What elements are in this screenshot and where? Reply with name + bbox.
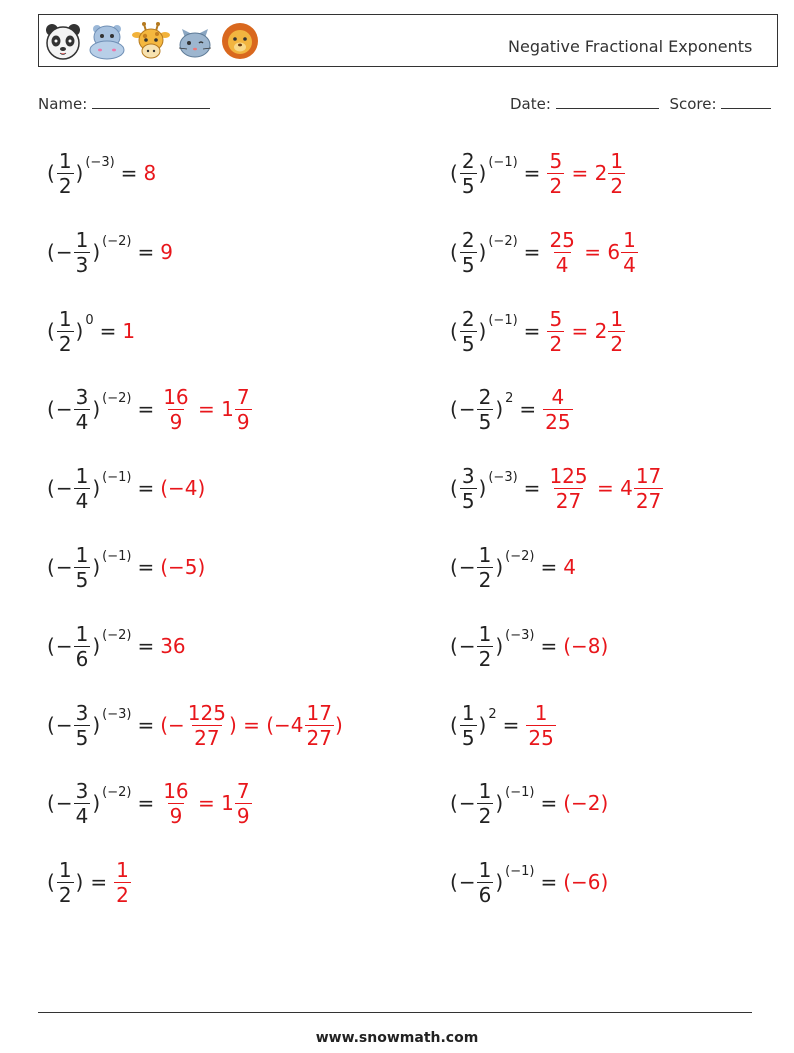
problem <box>449 460 664 516</box>
answer-text: = 2 <box>565 161 608 185</box>
exponent: 0 <box>85 312 94 328</box>
exponent: (−2) <box>102 784 132 800</box>
numerator: 1 <box>534 700 548 725</box>
problem <box>46 303 135 359</box>
equals-sign: = <box>540 791 558 815</box>
answer-text: = 2 <box>565 319 608 343</box>
numerator: 5 <box>549 148 563 173</box>
problem <box>449 303 626 359</box>
close-paren: ) <box>75 161 84 185</box>
numerator: 1 <box>461 700 475 725</box>
exponent: (−3) <box>488 469 518 485</box>
open-paren: ( <box>450 634 458 658</box>
answer-text: = 4 <box>590 476 633 500</box>
answer <box>563 634 608 658</box>
denominator: 2 <box>478 803 492 828</box>
fraction <box>74 621 91 671</box>
answer-text: 9 <box>160 240 173 264</box>
answer <box>160 555 205 579</box>
fraction <box>57 857 74 907</box>
answer <box>143 161 156 185</box>
fraction <box>477 857 494 907</box>
problem <box>449 381 574 437</box>
denominator: 25 <box>545 409 571 434</box>
date-score-fields <box>510 94 771 113</box>
open-paren: ( <box>450 555 458 579</box>
exponent: (−2) <box>488 233 518 249</box>
answer <box>160 384 252 434</box>
numerator: 1 <box>75 463 89 488</box>
problem <box>46 539 205 595</box>
name-field <box>38 94 210 113</box>
close-paren: ) <box>92 397 101 421</box>
answer-text: 8 <box>143 161 157 185</box>
denominator: 4 <box>75 803 89 828</box>
fraction <box>477 778 494 828</box>
open-paren: ( <box>47 476 55 500</box>
numerator: 1 <box>58 148 72 173</box>
numerator: 1 <box>610 148 624 173</box>
denominator: 5 <box>461 488 475 513</box>
denominator: 2 <box>58 331 72 356</box>
score-blank[interactable] <box>721 94 771 109</box>
problem <box>449 697 557 753</box>
close-paren: ) <box>92 240 101 264</box>
denominator: 2 <box>610 173 624 198</box>
fraction <box>186 700 228 750</box>
denominator: 27 <box>306 725 332 750</box>
fraction <box>477 384 494 434</box>
denominator: 4 <box>623 252 636 277</box>
answer <box>563 791 608 815</box>
answer-text: ) <box>334 713 343 737</box>
denominator: 27 <box>635 488 662 513</box>
negative-sign: − <box>55 713 73 737</box>
equals-sign: = <box>90 870 108 894</box>
numerator: 3 <box>75 778 89 803</box>
exponent: (−3) <box>102 706 132 722</box>
answer <box>160 778 252 828</box>
denominator: 2 <box>549 331 563 356</box>
close-paren: ) <box>92 476 101 500</box>
fraction <box>547 148 564 198</box>
open-paren: ( <box>47 397 55 421</box>
denominator: 5 <box>461 252 475 277</box>
denominator: 2 <box>58 882 72 907</box>
exponent: (−2) <box>505 548 535 564</box>
close-paren: ) <box>495 634 504 658</box>
equals-sign: = <box>540 555 558 579</box>
open-paren: ( <box>450 791 458 815</box>
close-paren: ) <box>75 319 84 343</box>
numerator: 4 <box>551 384 565 409</box>
footer-divider <box>38 1012 752 1013</box>
fraction <box>57 148 74 198</box>
negative-sign: − <box>458 555 476 579</box>
name-blank[interactable] <box>92 94 210 109</box>
open-paren: ( <box>47 319 55 343</box>
denominator: 5 <box>75 567 89 592</box>
score-label: Score: <box>669 95 717 113</box>
numerator: 2 <box>461 227 475 252</box>
answer-text: 1 <box>122 319 136 343</box>
exponent: (−1) <box>488 154 518 170</box>
answer <box>525 700 556 750</box>
numerator: 3 <box>75 700 89 725</box>
numerator: 1 <box>75 227 89 252</box>
problem <box>46 854 132 910</box>
answer-text: 36 <box>160 634 186 658</box>
problem <box>46 460 205 516</box>
fraction <box>235 384 252 434</box>
hippo-icon <box>87 21 127 61</box>
equals-sign: = <box>137 791 155 815</box>
fraction <box>621 227 638 277</box>
denominator: 5 <box>75 725 89 750</box>
close-paren: ) <box>75 870 84 894</box>
denominator: 9 <box>236 803 250 828</box>
numerator: 5 <box>549 306 563 331</box>
exponent: 2 <box>488 706 497 722</box>
problem <box>449 145 626 201</box>
fraction <box>460 700 477 750</box>
denominator: 6 <box>75 646 89 671</box>
fraction <box>161 384 190 434</box>
problem <box>46 775 253 831</box>
open-paren: ( <box>47 240 55 264</box>
open-paren: ( <box>47 870 55 894</box>
exponent: (−3) <box>85 154 115 170</box>
fraction <box>526 700 555 750</box>
problem <box>46 145 156 201</box>
denominator: 4 <box>75 488 89 513</box>
close-paren: ) <box>478 319 487 343</box>
answer-text: (−2) <box>563 791 609 815</box>
equals-sign: = <box>137 476 155 500</box>
open-paren: ( <box>47 713 55 737</box>
close-paren: ) <box>495 791 504 815</box>
equals-sign: = <box>523 319 541 343</box>
fraction <box>477 621 494 671</box>
denominator: 4 <box>75 409 89 434</box>
numerator: 1 <box>58 306 72 331</box>
answer-text: = 1 <box>191 397 234 421</box>
exponent: (−2) <box>102 627 132 643</box>
numerator: 25 <box>549 227 575 252</box>
open-paren: ( <box>450 476 458 500</box>
open-paren: ( <box>450 161 458 185</box>
fraction <box>460 306 477 356</box>
fraction <box>74 542 91 592</box>
answer <box>546 306 626 356</box>
open-paren: ( <box>47 791 55 815</box>
close-paren: ) <box>92 791 101 815</box>
fraction <box>74 384 91 434</box>
answer <box>160 700 343 750</box>
answer-text: = 6 <box>577 240 621 264</box>
negative-sign: − <box>458 791 476 815</box>
fraction <box>74 463 91 513</box>
equals-sign: = <box>137 634 155 658</box>
numerator: 16 <box>163 384 189 409</box>
fraction <box>305 700 334 750</box>
problem <box>449 539 576 595</box>
numerator: 1 <box>478 857 492 882</box>
open-paren: ( <box>47 161 55 185</box>
numerator: 2 <box>461 148 475 173</box>
numerator: 1 <box>623 227 636 252</box>
numerator: 1 <box>75 542 89 567</box>
denominator: 27 <box>194 725 220 750</box>
answer-text: (−8) <box>563 634 609 658</box>
negative-sign: − <box>55 240 73 264</box>
exponent: (−2) <box>102 233 132 249</box>
fraction <box>547 227 576 277</box>
answer <box>546 148 626 198</box>
numerator: 2 <box>478 384 492 409</box>
open-paren: ( <box>450 870 458 894</box>
negative-sign: − <box>458 870 476 894</box>
equals-sign: = <box>523 240 541 264</box>
equals-sign: = <box>99 319 117 343</box>
numerator: 1 <box>116 857 129 882</box>
fraction <box>608 148 625 198</box>
answer <box>160 634 185 658</box>
answer <box>113 857 132 907</box>
answer-text: 4 <box>563 555 576 579</box>
fraction <box>547 463 589 513</box>
fraction <box>114 857 131 907</box>
numerator: 17 <box>306 700 332 725</box>
footer-url: www.snowmath.com <box>315 1030 479 1046</box>
equals-sign: = <box>137 397 155 421</box>
denominator: 3 <box>75 252 89 277</box>
close-paren: ) <box>478 713 487 737</box>
numerator: 16 <box>163 778 189 803</box>
denominator: 5 <box>478 409 492 434</box>
cat-icon <box>175 21 215 61</box>
numerator: 1 <box>610 306 624 331</box>
numerator: 2 <box>461 306 475 331</box>
fraction <box>74 227 91 277</box>
problem <box>449 854 608 910</box>
answer <box>160 476 205 500</box>
open-paren: ( <box>47 634 55 658</box>
answer <box>122 319 135 343</box>
open-paren: ( <box>450 397 458 421</box>
answer-text: (−6) <box>563 870 609 894</box>
numerator: 7 <box>236 384 250 409</box>
denominator: 9 <box>169 803 183 828</box>
answer <box>160 240 173 264</box>
close-paren: ) <box>495 397 504 421</box>
exponent: (−1) <box>488 312 518 328</box>
open-paren: ( <box>47 555 55 579</box>
numerator: 125 <box>549 463 588 488</box>
answer-text: (−4) <box>160 476 206 500</box>
fraction <box>74 778 91 828</box>
header-box <box>38 14 778 67</box>
exponent: (−2) <box>102 390 132 406</box>
problem <box>46 381 253 437</box>
answer <box>546 227 638 277</box>
answer <box>546 463 664 513</box>
fraction <box>634 463 663 513</box>
date-blank[interactable] <box>556 94 659 109</box>
fraction <box>477 542 494 592</box>
exponent: (−1) <box>102 548 132 564</box>
denominator: 2 <box>610 331 624 356</box>
denominator: 2 <box>478 567 492 592</box>
fraction <box>608 306 625 356</box>
panda-icon <box>43 21 83 61</box>
equals-sign: = <box>540 634 558 658</box>
exponent: 2 <box>505 390 514 406</box>
fraction <box>235 778 252 828</box>
answer-text: (−5) <box>160 555 206 579</box>
fraction <box>543 384 572 434</box>
fraction <box>57 306 74 356</box>
answer-text: = 1 <box>191 791 234 815</box>
negative-sign: − <box>55 791 73 815</box>
equals-sign: = <box>523 476 541 500</box>
exponent: (−3) <box>505 627 535 643</box>
giraffe-icon <box>131 21 171 61</box>
close-paren: ) <box>495 555 504 579</box>
equals-sign: = <box>137 555 155 579</box>
problem <box>449 775 608 831</box>
problem <box>46 618 186 674</box>
denominator: 4 <box>555 252 569 277</box>
equals-sign: = <box>502 713 520 737</box>
denominator: 5 <box>461 725 475 750</box>
negative-sign: − <box>55 397 73 421</box>
equals-sign: = <box>540 870 558 894</box>
equals-sign: = <box>137 713 155 737</box>
negative-sign: − <box>458 634 476 658</box>
problem <box>449 224 639 280</box>
fraction <box>74 700 91 750</box>
fraction <box>460 463 477 513</box>
negative-sign: − <box>55 555 73 579</box>
numerator: 1 <box>478 542 492 567</box>
problem <box>46 697 343 753</box>
exponent: (−1) <box>102 469 132 485</box>
denominator: 9 <box>169 409 183 434</box>
close-paren: ) <box>478 476 487 500</box>
answer <box>563 870 608 894</box>
fraction <box>161 778 190 828</box>
denominator: 2 <box>58 173 72 198</box>
equals-sign: = <box>137 240 155 264</box>
open-paren: ( <box>450 319 458 343</box>
lion-icon <box>220 21 260 61</box>
numerator: 1 <box>478 621 492 646</box>
open-paren: ( <box>450 713 458 737</box>
numerator: 1 <box>75 621 89 646</box>
numerator: 1 <box>58 857 72 882</box>
answer <box>542 384 573 434</box>
numerator: 125 <box>187 700 226 725</box>
denominator: 2 <box>549 173 563 198</box>
negative-sign: − <box>55 476 73 500</box>
close-paren: ) <box>495 870 504 894</box>
denominator: 25 <box>528 725 554 750</box>
numerator: 3 <box>75 384 89 409</box>
fraction <box>460 148 477 198</box>
open-paren: ( <box>450 240 458 264</box>
fraction <box>460 227 477 277</box>
answer <box>563 555 576 579</box>
denominator: 2 <box>478 646 492 671</box>
numerator: 3 <box>461 463 475 488</box>
exponent: (−1) <box>505 784 535 800</box>
exponent: (−1) <box>505 863 535 879</box>
close-paren: ) <box>478 240 487 264</box>
negative-sign: − <box>55 634 73 658</box>
equals-sign: = <box>120 161 138 185</box>
denominator: 6 <box>478 882 492 907</box>
fraction <box>547 306 564 356</box>
close-paren: ) <box>92 634 101 658</box>
date-label: Date: <box>510 95 551 113</box>
denominator: 9 <box>236 409 250 434</box>
numerator: 1 <box>478 778 492 803</box>
close-paren: ) <box>92 555 101 579</box>
denominator: 5 <box>461 173 475 198</box>
problem <box>449 618 608 674</box>
worksheet-title: Negative Fractional Exponents <box>508 37 753 56</box>
numerator: 7 <box>236 778 250 803</box>
answer-text: ) = (−4 <box>228 713 304 737</box>
close-paren: ) <box>478 161 487 185</box>
denominator: 2 <box>116 882 129 907</box>
problem <box>46 224 173 280</box>
equals-sign: = <box>519 397 537 421</box>
close-paren: ) <box>92 713 101 737</box>
denominator: 27 <box>555 488 582 513</box>
answer-text: (− <box>160 713 185 737</box>
negative-sign: − <box>458 397 476 421</box>
denominator: 5 <box>461 331 475 356</box>
numerator: 17 <box>635 463 662 488</box>
name-label: Name: <box>38 95 88 113</box>
equals-sign: = <box>523 161 541 185</box>
